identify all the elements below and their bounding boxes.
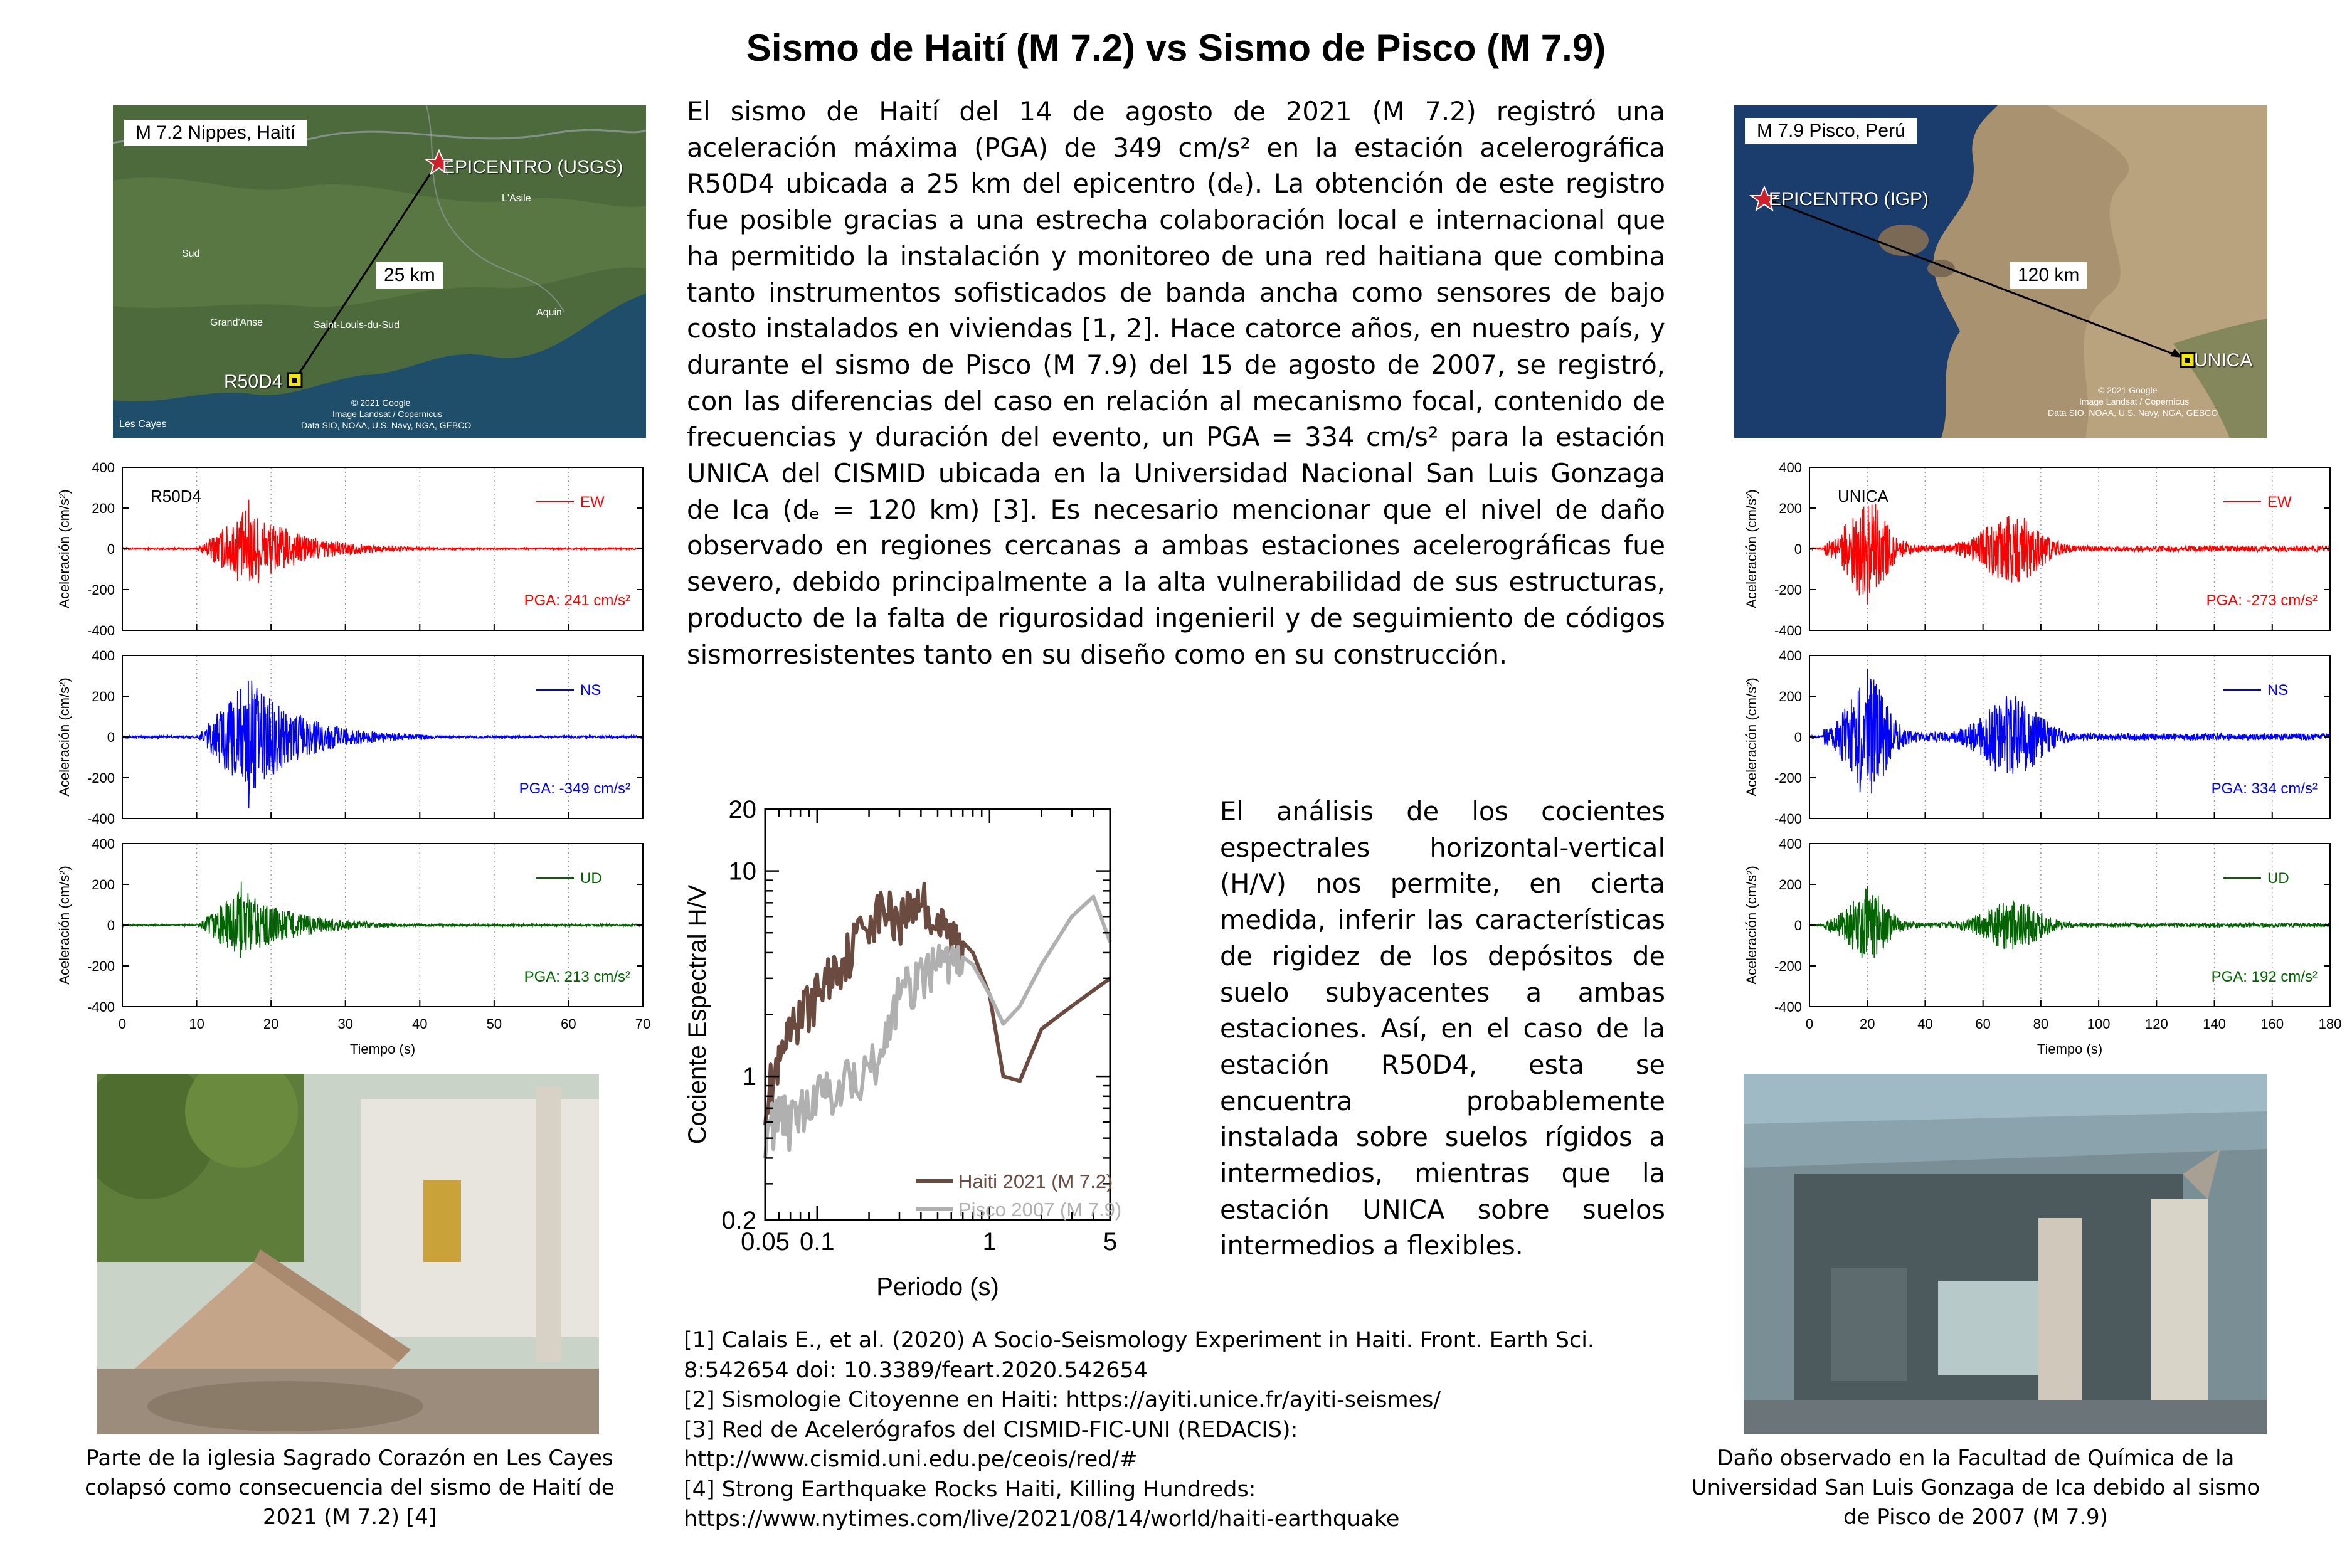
map-place-grandanse: Grand'Anse bbox=[210, 317, 263, 328]
x-axis-label: Tiempo (s) bbox=[349, 1041, 416, 1057]
station-label: UNICA bbox=[1838, 487, 1888, 506]
y-tick-label: -200 bbox=[87, 582, 115, 598]
x-tick-label: 80 bbox=[2033, 1016, 2049, 1032]
pga-label: PGA: 241 cm/s² bbox=[524, 592, 630, 609]
reference-line: [3] Red de Acelerógrafos del CISMID-FIC-UNI (REDACIS): bbox=[684, 1417, 1298, 1443]
x-tick-label: 60 bbox=[561, 1016, 576, 1032]
y-tick-label: 200 bbox=[1779, 689, 1802, 704]
y-axis-label: Cociente Espectral H/V bbox=[684, 884, 711, 1145]
legend-label: NS bbox=[2267, 682, 2289, 699]
x-tick-label: 160 bbox=[2260, 1016, 2284, 1032]
x-tick-label: 140 bbox=[2203, 1016, 2226, 1032]
pga-label: PGA: 334 cm/s² bbox=[2211, 780, 2318, 797]
y-tick-label: -400 bbox=[87, 811, 115, 827]
y-tick-label: 200 bbox=[1779, 877, 1802, 893]
y-tick-label: 400 bbox=[92, 648, 115, 664]
x-tick-label: 40 bbox=[412, 1016, 428, 1032]
accel-panel-ew bbox=[1744, 460, 2330, 638]
y-tick-label: -200 bbox=[87, 958, 115, 974]
x-tick-label: 0.05 bbox=[741, 1228, 790, 1256]
x-axis-label: Periodo (s) bbox=[876, 1273, 999, 1301]
reference-line: [2] Sismologie Citoyenne en Haiti: https://ayiti.unice.fr/ayiti-seismes/ bbox=[684, 1387, 1441, 1412]
y-tick-label: -400 bbox=[1774, 811, 1802, 827]
map-place-lescayes: Les Cayes bbox=[119, 419, 167, 430]
accel-trace-ud bbox=[122, 882, 643, 958]
legend-label: UD bbox=[580, 870, 602, 887]
y-tick-label: 400 bbox=[1779, 460, 1802, 475]
x-tick-label: 100 bbox=[2087, 1016, 2111, 1032]
legend-label: UD bbox=[2267, 870, 2289, 887]
caption-right-photo: Daño observado en la Facultad de Química de la Universidad San Luis Gonzaga de Ica debido al sismo de Pisco de 2007 (M 7.9) bbox=[1691, 1446, 2260, 1530]
map-pisco-label: M 7.9 Pisco, Perú bbox=[1745, 118, 1917, 144]
y-axis-label: Aceleración (cm/s²) bbox=[56, 866, 72, 985]
map-haiti-credit-1: © 2021 Google bbox=[351, 398, 411, 408]
y-tick-label: -400 bbox=[1774, 999, 1802, 1015]
x-tick-label: 60 bbox=[1975, 1016, 1991, 1032]
y-tick-label: -400 bbox=[1774, 623, 1802, 638]
y-tick-label: -200 bbox=[1774, 958, 1802, 974]
y-tick-label: 0 bbox=[1794, 729, 1802, 745]
accel-trace-ns bbox=[1809, 669, 2330, 793]
y-axis-label: Aceleración (cm/s²) bbox=[1744, 489, 1759, 608]
reference-line: [4] Strong Earthquake Rocks Haiti, Killing Hundreds: bbox=[684, 1476, 1256, 1502]
x-tick-label: 20 bbox=[263, 1016, 279, 1032]
y-tick-label: 200 bbox=[92, 689, 115, 704]
y-tick-label: -400 bbox=[87, 999, 115, 1015]
x-axis-label: Tiempo (s) bbox=[2037, 1041, 2103, 1057]
y-tick-label: 0 bbox=[1794, 918, 1802, 933]
x-tick-label: 180 bbox=[2318, 1016, 2342, 1032]
y-tick-label: 400 bbox=[1779, 648, 1802, 664]
accel-panel-ud bbox=[56, 836, 650, 1057]
reference-line: http://www.cismid.uni.edu.pe/ceois/red/# bbox=[684, 1447, 1138, 1472]
map-pisco-epicenter: EPICENTRO (IGP) bbox=[1769, 189, 1929, 209]
photo-ica-faculty-damage bbox=[1744, 1074, 2267, 1434]
legend-label: Haiti 2021 (M 7.2) bbox=[958, 1170, 1113, 1192]
photo-les-cayes-church bbox=[97, 1074, 599, 1434]
x-tick-label: 5 bbox=[1103, 1228, 1118, 1256]
x-tick-label: 0 bbox=[118, 1016, 127, 1032]
y-tick-label: 200 bbox=[1779, 501, 1802, 516]
y-axis-label: Aceleración (cm/s²) bbox=[1744, 677, 1759, 797]
y-tick-label: -400 bbox=[87, 623, 115, 638]
reference-line: https://www.nytimes.com/live/2021/08/14/world/haiti-earthquake bbox=[684, 1507, 1400, 1532]
map-pisco-credit-1: © 2021 Google bbox=[2098, 385, 2158, 395]
y-tick-label: 200 bbox=[92, 877, 115, 893]
x-tick-label: 20 bbox=[1859, 1016, 1875, 1032]
map-pisco-distance: 120 km bbox=[2010, 262, 2087, 289]
map-place-sud: Sud bbox=[182, 248, 200, 259]
y-axis-label: Aceleración (cm/s²) bbox=[1744, 866, 1759, 985]
map-haiti-station: R50D4 bbox=[224, 371, 283, 392]
y-tick-label: 400 bbox=[92, 836, 115, 852]
map-pisco-station: UNICA bbox=[2194, 350, 2253, 371]
legend-label: EW bbox=[2267, 494, 2292, 511]
x-tick-label: 0.1 bbox=[799, 1228, 835, 1256]
map-place-stlouis: Saint-Louis-du-Sud bbox=[314, 320, 400, 331]
page-title: Sismo de Haití (M 7.2) vs Sismo de Pisco (M 7.9) bbox=[746, 27, 1606, 69]
x-tick-label: 0 bbox=[1805, 1016, 1814, 1032]
photo-ica-graphic bbox=[1744, 1074, 2267, 1434]
x-tick-label: 1 bbox=[982, 1228, 997, 1256]
map-haiti-label: M 7.2 Nippes, Haití bbox=[124, 120, 307, 146]
y-axis-label: Aceleración (cm/s²) bbox=[56, 489, 72, 608]
hv-spectral-ratio-chart bbox=[677, 784, 1217, 1317]
legend-label: EW bbox=[580, 494, 605, 511]
y-tick-label: 10 bbox=[728, 857, 756, 886]
intro-paragraph: El sismo de Haití del 14 de agosto de 2021 (M 7.2) registró una aceleración máxima (PGA) de 349 cm/s² en la estación acelerográfica R50D4 ubicada a 25 km del epicentro (dₑ). La obtención de este registro fue posible gracias a una estrecha colaboración local e internacional que ha permitido la instalación y monitoreo de una red haitiana que combina tanto instrumentos sofisticados de banda ancha como sensores de bajo costo instalados en viviendas [1, 2]. Hace catorce años, en nuestro país, y durante el sismo de Pisco (M 7.9) del 15 de agosto de 2007, se registró, con las diferencias del caso en relación al mecanismo focal, contenido de frecuencias y duración del evento, un PGA = 334 cm/s² para la estación UNICA del CISMID ubicada en la Universidad Nacional San Luis Gonzaga de Ica (dₑ = 120 km) [3]. Es necesario mencionar que el nivel de daño observado en regiones cercanas a ambas estaciones acelerográficas fue severo, debido principalmente a la alta vulnerabilidad de sus estructuras, producto de la falta de rigurosidad ingenieril y de seguimiento de códigos sismorresistentes tanto en su diseño como en su construcción. bbox=[687, 96, 1665, 670]
y-tick-label: -200 bbox=[87, 770, 115, 786]
x-tick-label: 120 bbox=[2144, 1016, 2168, 1032]
accel-panel-ud bbox=[1744, 836, 2341, 1057]
references bbox=[684, 1326, 1675, 1535]
map-haiti-credit-3: Data SIO, NOAA, U.S. Navy, NGA, GEBCO bbox=[301, 420, 472, 430]
map-place-lasile: L'Asile bbox=[502, 193, 531, 204]
accel-panel-ew bbox=[56, 460, 643, 638]
x-tick-label: 30 bbox=[337, 1016, 353, 1032]
hv-analysis-paragraph: El análisis de los cocientes espectrales horizontal-vertical (H/V) nos permite, en cierta medida, inferir las características de rigidez de los depósitos de suelo subyacentes a ambas estaciones. Así, en el caso de la estación R50D4, esta se encuentra probablemente instalada sobre suelos rígidos a intermedios, mientras que la estación UNICA sobre suelos intermedios a flexibles. bbox=[1220, 796, 1665, 1261]
y-tick-label: 0 bbox=[107, 541, 115, 557]
map-haiti-distance: 25 km bbox=[376, 262, 443, 289]
x-tick-label: 50 bbox=[486, 1016, 502, 1032]
map-pisco-credit-3: Data SIO, NOAA, U.S. Navy, NGA, GEBCO bbox=[2048, 408, 2218, 418]
y-tick-label: 0.2 bbox=[721, 1207, 756, 1234]
y-tick-label: 400 bbox=[92, 460, 115, 475]
x-tick-label: 40 bbox=[1917, 1016, 1933, 1032]
y-tick-label: 200 bbox=[92, 501, 115, 516]
x-tick-label: 10 bbox=[189, 1016, 204, 1032]
legend-label: NS bbox=[580, 682, 601, 699]
y-tick-label: 400 bbox=[1779, 836, 1802, 852]
y-tick-label: 1 bbox=[742, 1063, 756, 1091]
station-label: R50D4 bbox=[151, 487, 201, 506]
y-tick-label: 20 bbox=[728, 796, 756, 824]
map-pisco bbox=[1734, 105, 2267, 438]
map-place-aquin: Aquin bbox=[536, 307, 562, 318]
accel-panel-ns bbox=[56, 648, 643, 827]
caption-left-photo: Parte de la iglesia Sagrado Corazón en Les Cayes colapsó como consecuencia del sismo de Haití de 2021 (M 7.2) [4] bbox=[85, 1446, 615, 1530]
accelerogram-haiti bbox=[0, 439, 665, 1060]
legend-label: Pisco 2007 (M 7.9) bbox=[958, 1199, 1122, 1221]
map-pisco-credit-2: Image Landsat / Copernicus bbox=[2079, 396, 2190, 406]
y-tick-label: 0 bbox=[107, 918, 115, 933]
accel-panel-ns bbox=[1744, 648, 2330, 827]
y-tick-label: -200 bbox=[1774, 582, 1802, 598]
y-tick-label: 0 bbox=[1794, 541, 1802, 557]
pga-label: PGA: 192 cm/s² bbox=[2211, 968, 2318, 985]
y-tick-label: -200 bbox=[1774, 770, 1802, 786]
reference-line: [1] Calais E., et al. (2020) A Socio-Seismology Experiment in Haiti. Front. Earth Sci. bbox=[684, 1328, 1595, 1353]
accelerogram-pisco bbox=[1687, 439, 2352, 1060]
hv-series-pisco bbox=[765, 897, 1110, 1159]
map-pisco-graphic bbox=[1734, 105, 2267, 438]
map-haiti-credit-2: Image Landsat / Copernicus bbox=[332, 409, 443, 419]
accel-trace-ew bbox=[122, 500, 643, 584]
y-axis-label: Aceleración (cm/s²) bbox=[56, 677, 72, 797]
photo-les-cayes-graphic bbox=[97, 1074, 599, 1434]
pga-label: PGA: 213 cm/s² bbox=[524, 968, 630, 985]
reference-line: 8:542654 doi: 10.3389/feart.2020.542654 bbox=[684, 1357, 1148, 1383]
y-tick-label: 0 bbox=[107, 729, 115, 745]
map-haiti bbox=[113, 105, 646, 438]
pga-label: PGA: -349 cm/s² bbox=[519, 780, 630, 797]
accel-trace-ew bbox=[1809, 504, 2330, 604]
map-haiti-epicenter: EPICENTRO (USGS) bbox=[442, 157, 623, 177]
accel-trace-ud bbox=[1809, 886, 2330, 958]
pga-label: PGA: -273 cm/s² bbox=[2206, 592, 2318, 609]
x-tick-label: 70 bbox=[635, 1016, 651, 1032]
